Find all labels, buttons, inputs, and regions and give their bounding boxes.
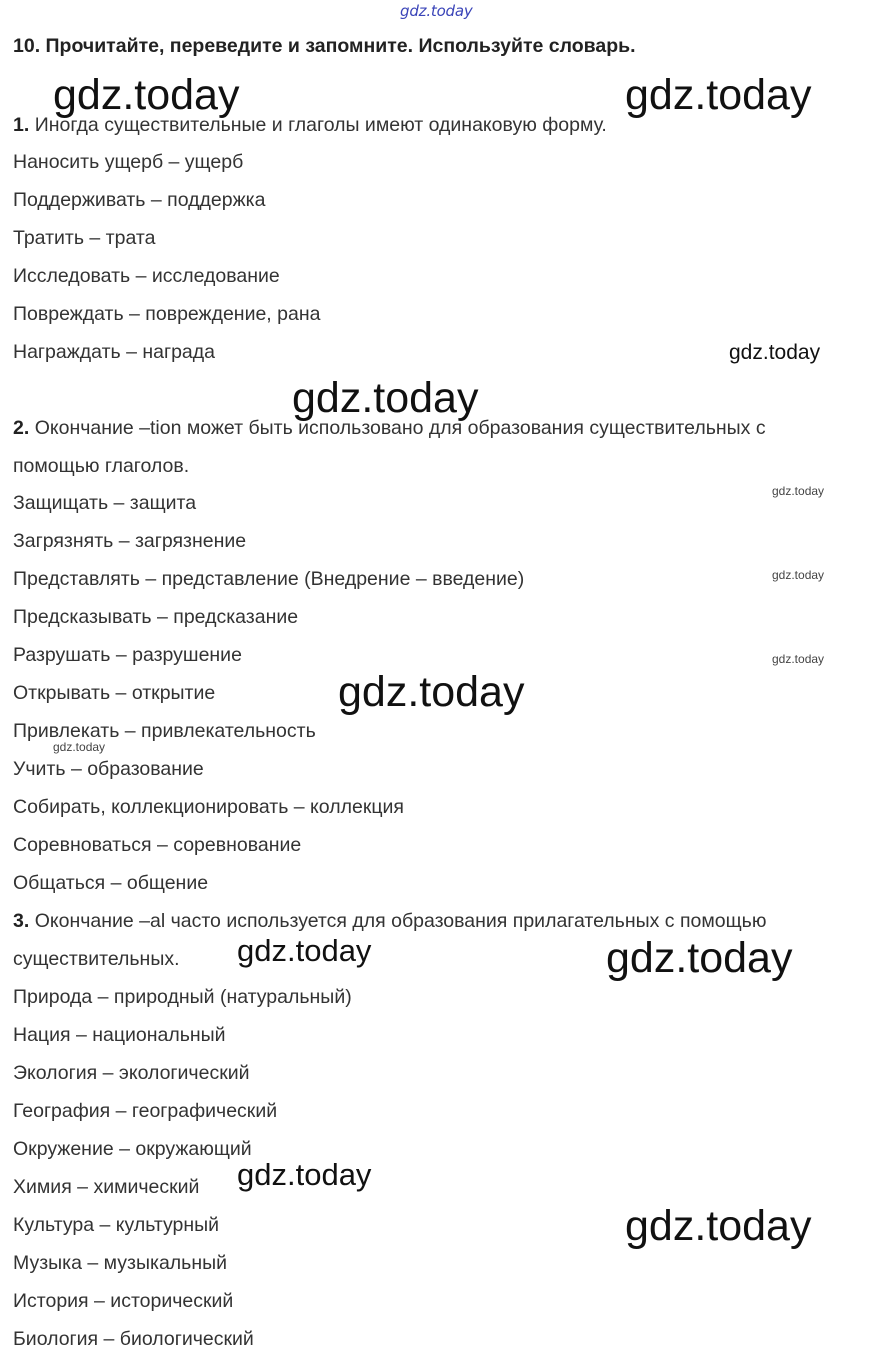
section-intro-text: Иногда существительные и глаголы имеют одинаковую форму. bbox=[34, 114, 607, 136]
list-item: Представлять – представление (Внедрение – введение) bbox=[13, 568, 525, 590]
section-number: 2. bbox=[13, 417, 30, 439]
list-item: Защищать – защита bbox=[13, 492, 197, 514]
list-item: Награждать – награда bbox=[13, 341, 215, 363]
list-item: Экология – экологический bbox=[13, 1062, 250, 1084]
section-2-intro-continued: помощью глаголов. bbox=[13, 455, 190, 477]
watermark: gdz.today bbox=[729, 341, 821, 364]
list-item: Учить – образование bbox=[13, 758, 204, 780]
list-item: Поддерживать – поддержка bbox=[13, 189, 266, 211]
list-item: Тратить – трата bbox=[13, 227, 156, 249]
watermark: gdz.today bbox=[292, 374, 479, 422]
watermark: gdz.today bbox=[606, 934, 793, 982]
list-item: Химия – химический bbox=[13, 1176, 200, 1198]
section-3-intro bbox=[13, 909, 766, 933]
section-number: 3. bbox=[13, 910, 30, 932]
list-item: Музыка – музыкальный bbox=[13, 1252, 228, 1274]
list-item: Разрушать – разрушение bbox=[13, 644, 242, 666]
watermark: gdz.today bbox=[625, 1202, 812, 1250]
watermark: gdz.today bbox=[772, 652, 825, 666]
section-1-intro bbox=[13, 113, 607, 137]
list-item: Природа – природный (натуральный) bbox=[13, 986, 352, 1008]
list-item: Привлекать – привлекательность bbox=[13, 720, 316, 742]
section-intro-text: Окончание –tion может быть использовано для образования существительных с bbox=[34, 417, 766, 439]
watermark: gdz.today bbox=[53, 71, 240, 119]
list-item: Окружение – окружающий bbox=[13, 1138, 252, 1160]
site-logo: gdz.today bbox=[400, 2, 473, 20]
list-item: Повреждать – повреждение, рана bbox=[13, 303, 321, 325]
watermark: gdz.today bbox=[772, 568, 825, 582]
section-3-intro-continued: существительных. bbox=[13, 948, 180, 970]
watermark: gdz.today bbox=[53, 740, 106, 754]
list-item: География – географический bbox=[13, 1100, 278, 1122]
watermark: gdz.today bbox=[237, 933, 372, 968]
list-item: Культура – культурный bbox=[13, 1214, 220, 1236]
list-item: История – исторический bbox=[13, 1290, 234, 1312]
list-item: Исследовать – исследование bbox=[13, 265, 280, 287]
watermark: gdz.today bbox=[772, 484, 825, 498]
section-number: 1. bbox=[13, 114, 30, 136]
list-item: Общаться – общение bbox=[13, 872, 209, 894]
watermark: gdz.today bbox=[625, 71, 812, 119]
list-item: Соревноваться – соревнование bbox=[13, 834, 302, 856]
list-item: Наносить ущерб – ущерб bbox=[13, 151, 244, 173]
list-item: Собирать, коллекционировать – коллекция bbox=[13, 796, 404, 818]
watermark: gdz.today bbox=[237, 1157, 372, 1192]
exercise-heading: 10. Прочитайте, переведите и запомните. Используйте словарь. bbox=[13, 35, 636, 57]
section-intro-text: Окончание –al часто используется для образования прилагательных с помощью bbox=[34, 910, 767, 932]
list-item: Биология – биологический bbox=[13, 1328, 254, 1350]
list-item: Предсказывать – предсказание bbox=[13, 606, 299, 628]
watermark: gdz.today bbox=[338, 668, 525, 716]
list-item: Открывать – открытие bbox=[13, 682, 216, 704]
section-2-intro bbox=[13, 416, 766, 440]
list-item: Загрязнять – загрязнение bbox=[13, 530, 247, 552]
list-item: Нация – национальный bbox=[13, 1024, 226, 1046]
